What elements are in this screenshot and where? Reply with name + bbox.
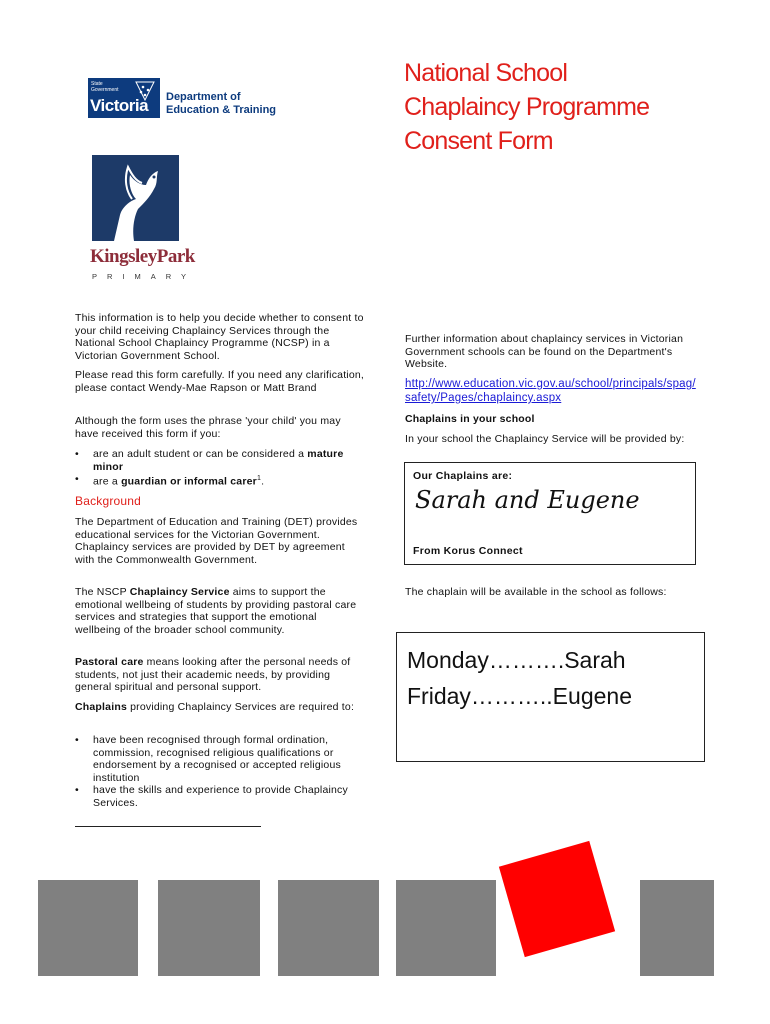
decorative-tile bbox=[278, 880, 379, 976]
schedule-line-monday: Monday……….Sarah bbox=[407, 647, 626, 673]
decorative-tile bbox=[158, 880, 260, 976]
phrase-note-paragraph bbox=[75, 415, 365, 440]
chaplaincy-website-link[interactable]: http://www.education.vic.gov.au/school/principals/spag/safety/Pages/chaplaincy.aspx bbox=[405, 378, 696, 404]
victoria-government-logo bbox=[88, 78, 288, 122]
title-line-2: Chaplaincy Programme bbox=[404, 93, 650, 121]
decorative-red-tile bbox=[499, 841, 615, 957]
vic-state-line-1: State bbox=[91, 81, 103, 87]
dept-line-1: Department of bbox=[166, 91, 241, 103]
schedule-box bbox=[396, 632, 705, 762]
department-name bbox=[166, 91, 276, 117]
form-title bbox=[404, 56, 744, 158]
phrase-note-text: Although the form uses the phrase 'your child' you may have received this form if you: bbox=[75, 415, 341, 440]
availability-paragraph: The chaplain will be available in the school as follows: bbox=[405, 586, 667, 598]
background-heading: Background bbox=[75, 494, 142, 508]
vic-name: Victoria bbox=[90, 96, 149, 115]
school-crest-logo bbox=[92, 155, 179, 241]
background-paragraph-4: Chaplains providing Chaplaincy Services are required to: bbox=[75, 701, 355, 713]
chaplains-box-heading: Our Chaplains are: bbox=[413, 470, 513, 482]
provider-line: From Korus Connect bbox=[413, 545, 523, 557]
decorative-tile bbox=[396, 880, 496, 976]
dove-icon bbox=[92, 155, 179, 241]
chaplain-names: Sarah and Eugene bbox=[415, 486, 640, 514]
intro-text: This information is to help you decide whether to consent to your child receiving Chaplaincy Services through the National School Chaplaincy Programme (NCSP) in a Victorian Government School. bbox=[75, 312, 364, 362]
list-item: • have been recognised through formal ordination, commission, recognised religious qualifications or endorsement by a recognised or accepted religious institution bbox=[75, 734, 365, 784]
intro-paragraph bbox=[75, 312, 365, 362]
school-subtitle: PRIMARY bbox=[92, 272, 197, 281]
chaplains-box bbox=[404, 462, 696, 565]
decorative-tile bbox=[38, 880, 138, 976]
background-paragraph-3: Pastoral care means looking after the personal needs of students, not just their academic needs, by providing general spiritual and personal support. bbox=[75, 656, 351, 694]
background-paragraph-2: The NSCP Chaplaincy Service aims to support the emotional wellbeing of students by providing pastoral care services and strategies that support the emotional wellbeing of the broader school community. bbox=[75, 586, 357, 636]
footnote-divider bbox=[75, 826, 261, 827]
victoria-badge bbox=[88, 78, 160, 118]
list-item: • are an adult student or can be considered a mature minor bbox=[75, 448, 365, 473]
further-info-paragraph: Further information about chaplaincy services in Victorian Government schools can be found on the Department's Website. bbox=[405, 333, 684, 371]
decorative-tile bbox=[640, 880, 714, 976]
audience-list bbox=[75, 448, 365, 488]
title-line-3: Consent Form bbox=[404, 127, 553, 155]
vic-state-line-2: Government bbox=[91, 87, 119, 93]
title-line-1: National School bbox=[404, 59, 568, 87]
provided-by-paragraph: In your school the Chaplaincy Service will be provided by: bbox=[405, 433, 685, 445]
list-item: • are a guardian or informal carer$^1$. bbox=[75, 473, 365, 488]
chaplains-heading: Chaplains in your school bbox=[405, 413, 535, 425]
list-item: • have the skills and experience to provide Chaplaincy Services. bbox=[75, 784, 365, 809]
read-carefully-paragraph bbox=[75, 369, 365, 394]
dept-line-2: Education & Training bbox=[166, 104, 277, 116]
read-carefully-text: Please read this form carefully. If you need any clarification, please contact Wendy-Mae Rapson or Matt Brand bbox=[75, 369, 365, 394]
schedule-line-friday: Friday………..Eugene bbox=[407, 683, 632, 709]
background-paragraph-1: The Department of Education and Training (DET) provides educational services for the Victorian Government. Chaplaincy services are provided by DET by agreement with the Commonwealth Government. bbox=[75, 516, 358, 566]
requirements-list bbox=[75, 734, 365, 810]
school-name: KingsleyPark bbox=[90, 246, 195, 267]
